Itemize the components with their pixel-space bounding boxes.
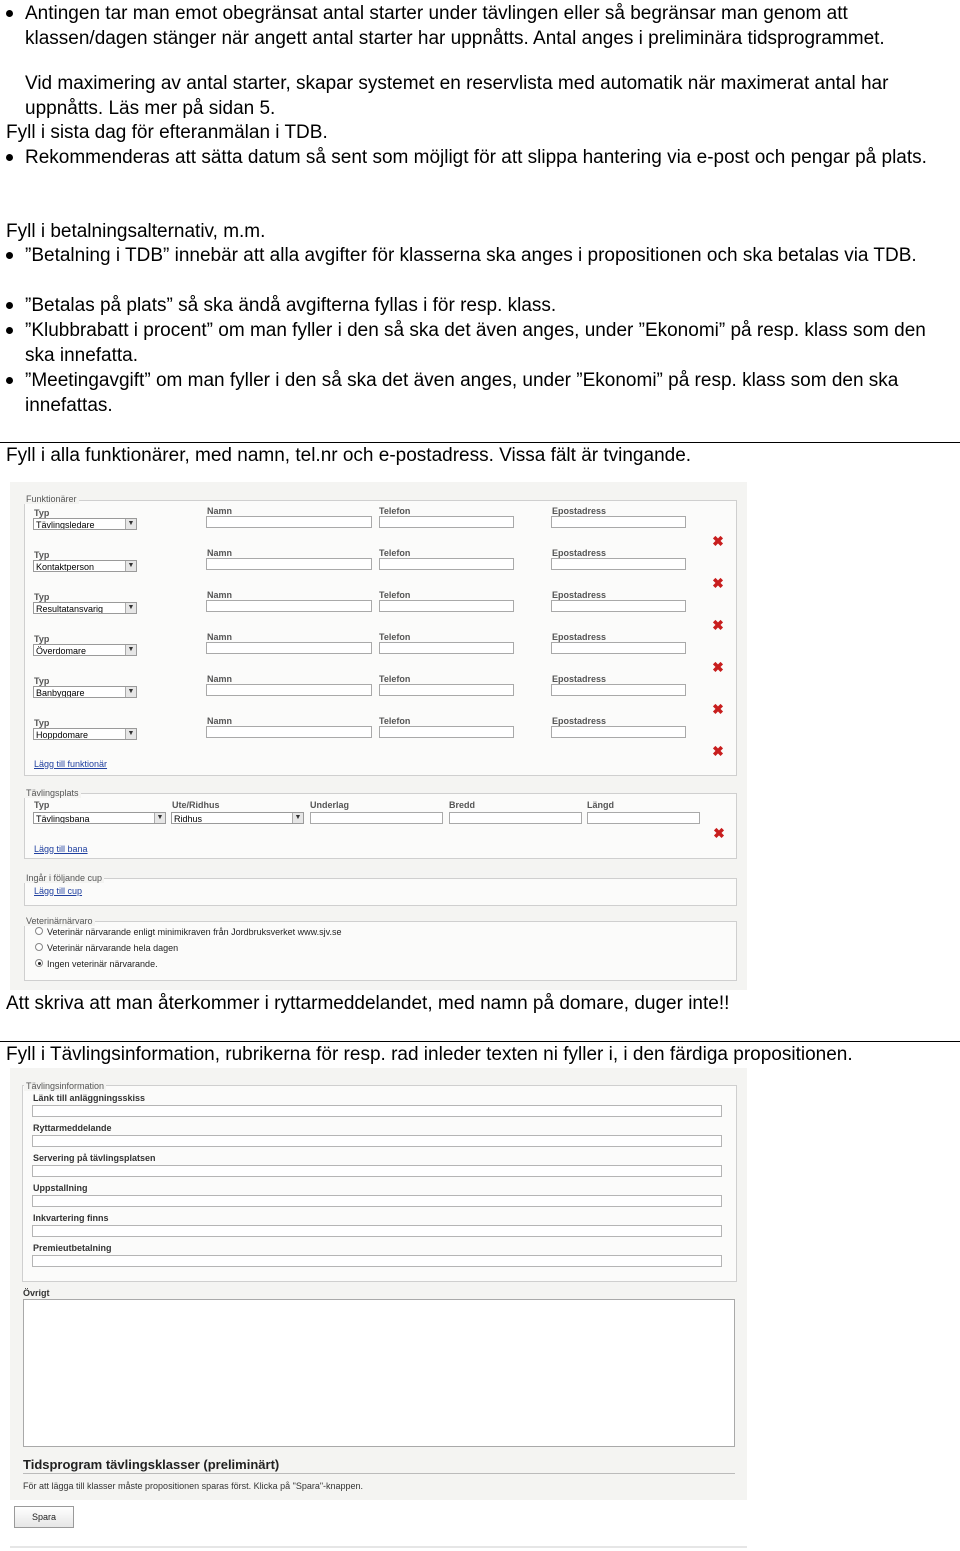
ovrigt-label: Övrigt [23,1288,50,1298]
epost-label: Epostadress [552,590,607,600]
namn-input[interactable] [206,642,372,654]
bullet-text: ”Meetingavgift” om man fyller i den så ska det även anges, under ”Ekonomi” på resp. klass som den ska innefattas. [25,370,899,416]
tidsprogram-title: Tidsprogram tävlingsklasser (preliminärt) [23,1457,280,1472]
namn-input[interactable] [206,516,372,528]
namn-input[interactable] [206,600,372,612]
paragraph-text: Fyll i alla funktionärer, med namn, tel.nr och e-postadress. Vissa fält är tvingande. [6,445,692,466]
paragraph-text: Fyll i betalningsalternativ, m.m. [6,221,266,242]
typ-label: Typ [34,592,50,602]
chevron-down-icon: ▼ [125,729,136,739]
form-screenshot-funktionarer [10,482,747,990]
epost-label: Epostadress [552,632,607,642]
bullet-dot [6,302,13,309]
namn-label: Namn [207,506,233,516]
vet-option-label: Veterinär närvarande hela dagen [47,943,179,953]
ovrigt-textarea[interactable] [23,1299,735,1447]
cup-fieldset [24,878,737,906]
telefon-label: Telefon [379,506,411,516]
plats-ute-label: Ute/Ridhus [172,800,220,810]
bottom-edge [10,1546,747,1548]
vet-radio-2[interactable] [35,959,43,967]
delete-icon[interactable]: ✖ [712,659,724,675]
divider [23,1473,735,1474]
namn-label: Namn [207,548,233,558]
plats-typ-value: Tävlingsbana [36,814,90,824]
chevron-down-icon: ▼ [154,813,165,823]
epost-input[interactable] [551,684,686,696]
paragraph-text: Fyll i Tävlingsinformation, rubrikerna för resp. rad inleder texten ni fyller i, i den färdiga propositionen. [6,1044,853,1065]
veterinar-legend: Veterinärnärvaro [26,916,93,926]
divider [0,442,960,443]
bullet-dot [6,377,13,384]
bullet-text: ”Betalning i TDB” innebär att alla avgifter för klasserna ska anges i propositionen och ska betalas via TDB. [25,245,917,266]
typ-select[interactable] [33,560,137,572]
funktionarer-legend: Funktionärer [26,494,77,504]
plats-ute-value: Ridhus [174,814,203,824]
paragraph-text: Att skriva att man återkommer i ryttarmeddelandet, med namn på domare, duger inte!! [6,993,730,1014]
tidsprogram-note: För att lägga till klasser måste propositionen sparas först. Klicka på "Spara"-knappen. [23,1481,364,1491]
tavlingsplats-legend: Tävlingsplats [26,788,79,798]
plats-bredd-label: Bredd [449,800,476,810]
vet-radio-0[interactable] [35,927,43,935]
epost-label: Epostadress [552,548,607,558]
namn-input[interactable] [206,684,372,696]
plats-underlag-input[interactable] [310,812,443,824]
tavlingsinfo-legend: Tävlingsinformation [26,1081,105,1091]
epost-input[interactable] [551,558,686,570]
vet-option-label: Ingen veterinär närvarande. [47,959,158,969]
telefon-input[interactable] [379,726,514,738]
typ-value: Kontaktperson [36,562,95,572]
info-field-label: Servering på tävlingsplatsen [33,1153,156,1163]
info-field-input[interactable] [32,1105,722,1117]
chevron-down-icon: ▼ [292,813,303,823]
vet-radio-1[interactable] [35,943,43,951]
plats-underlag-label: Underlag [310,800,350,810]
delete-icon[interactable]: ✖ [712,575,724,591]
typ-value: Banbyggare [36,688,85,698]
plats-langd-label: Längd [587,800,614,810]
telefon-input[interactable] [379,516,514,528]
plats-bredd-input[interactable] [449,812,582,824]
plats-typ-label: Typ [34,800,50,810]
namn-label: Namn [207,632,233,642]
telefon-input[interactable] [379,642,514,654]
telefon-input[interactable] [379,600,514,612]
epost-input[interactable] [551,726,686,738]
bullet-dot [6,252,13,259]
typ-select[interactable] [33,518,137,530]
chevron-down-icon: ▼ [125,687,136,697]
tavlingsplats-fieldset [24,793,737,859]
telefon-input[interactable] [379,684,514,696]
telefon-label: Telefon [379,716,411,726]
telefon-label: Telefon [379,674,411,684]
typ-label: Typ [34,718,50,728]
bullet-text: ”Betalas på plats” så ska ändå avgifterna fyllas i för resp. klass. [25,295,557,316]
bullet-dot [6,154,13,161]
typ-label: Typ [34,634,50,644]
info-field-label: Ryttarmeddelande [33,1123,112,1133]
epost-input[interactable] [551,516,686,528]
chevron-down-icon: ▼ [125,645,136,655]
namn-label: Namn [207,674,233,684]
namn-label: Namn [207,590,233,600]
typ-label: Typ [34,676,50,686]
typ-label: Typ [34,508,50,518]
namn-input[interactable] [206,558,372,570]
chevron-down-icon: ▼ [125,519,136,529]
typ-value: Hoppdomare [36,730,89,740]
namn-label: Namn [207,716,233,726]
typ-select[interactable] [33,728,137,740]
bullet-text: Antingen tar man emot obegränsat antal starter under tävlingen eller så begränsar man genom att klassen/dagen stänger när angett antal starter har uppnåtts. Antal anges i preliminära tidsprogrammet. [25,3,885,49]
typ-value: Tävlingsledare [36,520,95,530]
form-screenshot-tavlingsinfo [10,1068,747,1500]
telefon-input[interactable] [379,558,514,570]
delete-icon[interactable]: ✖ [713,825,725,841]
typ-value: Resultatansvarig [36,604,104,614]
delete-icon[interactable]: ✖ [712,743,724,759]
bullet-text: ”Klubbrabatt i procent” om man fyller i den så ska det även anges, under ”Ekonomi” på resp. klass som den ska innefatta. [25,320,926,366]
bullet-text: Rekommenderas att sätta datum så sent som möjligt för att slippa hantering via e-post och pengar på plats. [25,147,927,168]
typ-value: Överdomare [36,646,87,656]
delete-icon[interactable]: ✖ [712,701,724,717]
plats-ute-select[interactable] [171,812,304,824]
telefon-label: Telefon [379,590,411,600]
typ-label: Typ [34,550,50,560]
chevron-down-icon: ▼ [125,561,136,571]
paragraph-text: Fyll i sista dag för efteranmälan i TDB. [6,122,328,143]
paragraph-text: Vid maximering av antal starter, skapar systemet en reservlista med automatik när maximerat antal har uppnåtts. Läs mer på sidan 5. [25,73,889,119]
typ-select[interactable] [33,644,137,656]
delete-icon[interactable]: ✖ [712,533,724,549]
telefon-label: Telefon [379,548,411,558]
info-field-input[interactable] [32,1135,722,1147]
epost-input[interactable] [551,642,686,654]
info-field-label: Premieutbetalning [33,1243,112,1253]
info-field-label: Uppstallning [33,1183,88,1193]
vet-option-label: Veterinär närvarande enligt minimikraven från Jordbruksverket www.sjv.se [47,927,342,937]
bullet-dot [6,327,13,334]
plats-typ-select[interactable] [33,812,166,824]
add-funktionar-link[interactable]: Lägg till funktionär [34,759,108,769]
typ-select[interactable] [33,686,137,698]
info-field-input[interactable] [32,1195,722,1207]
divider [0,1041,960,1042]
epost-input[interactable] [551,600,686,612]
plats-langd-input[interactable] [587,812,700,824]
epost-label: Epostadress [552,674,607,684]
epost-label: Epostadress [552,506,607,516]
bullet-dot [6,10,13,17]
save-button[interactable]: Spara [14,1506,74,1528]
info-field-input[interactable] [32,1165,722,1177]
info-field-label: Länk till anläggningsskiss [33,1093,146,1103]
info-field-input[interactable] [32,1225,722,1237]
add-bana-link[interactable]: Lägg till bana [34,844,88,854]
info-field-input[interactable] [32,1255,722,1267]
cup-legend: Ingår i följande cup [26,873,103,883]
delete-icon[interactable]: ✖ [712,617,724,633]
add-cup-link[interactable]: Lägg till cup [34,886,83,896]
epost-label: Epostadress [552,716,607,726]
namn-input[interactable] [206,726,372,738]
chevron-down-icon: ▼ [125,603,136,613]
typ-select[interactable] [33,602,137,614]
info-field-label: Inkvartering finns [33,1213,109,1223]
telefon-label: Telefon [379,632,411,642]
